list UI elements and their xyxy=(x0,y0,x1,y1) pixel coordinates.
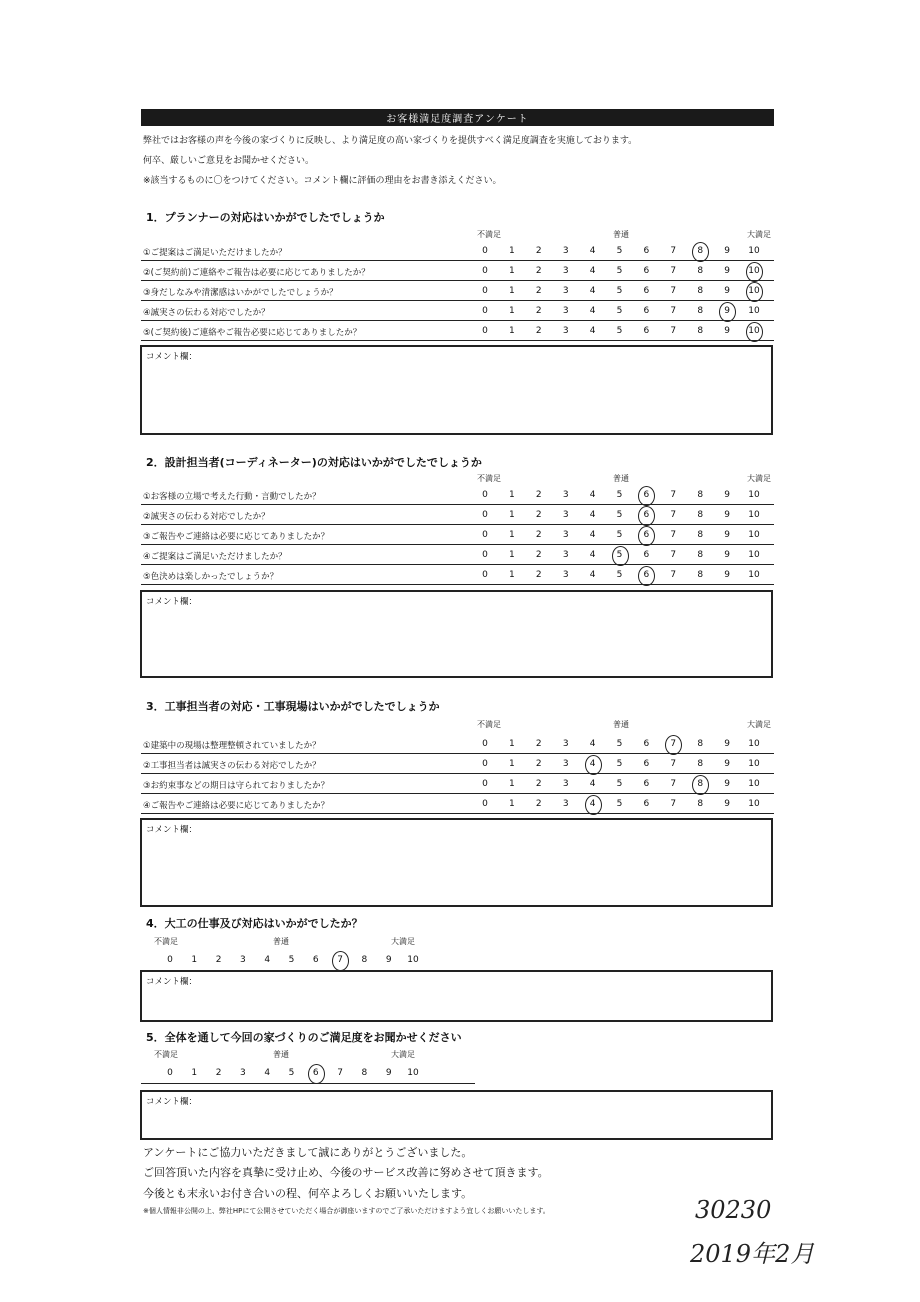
s1-q3-option-2[interactable]: 2 xyxy=(535,286,542,296)
s1-q4-selected-circle xyxy=(719,302,736,322)
s2-q2-option-8[interactable]: 8 xyxy=(697,510,704,520)
scale-label-mid: 普通 xyxy=(613,474,629,483)
question-divider xyxy=(141,584,774,585)
s1-q2-option-7[interactable]: 7 xyxy=(670,266,677,276)
s2-q2-option-0[interactable]: 0 xyxy=(482,510,488,520)
s1-q2-option-2[interactable]: 2 xyxy=(535,266,542,276)
s4-option-4[interactable]: 4 xyxy=(264,955,271,965)
s2-q4-option-4[interactable]: 4 xyxy=(589,550,596,560)
s1-q3-option-9[interactable]: 9 xyxy=(724,286,730,296)
question-text: ②(ご契約前)ご連絡やご報告は必要に応じてありましたか？ xyxy=(143,268,370,278)
s1-q3-selected-circle xyxy=(746,282,763,302)
s1-q5-option-5[interactable]: 5 xyxy=(616,326,623,336)
s2-q1-option-5[interactable]: 5 xyxy=(616,490,623,500)
s3-q1-option-10[interactable]: 10 xyxy=(748,739,760,749)
s2-q2-option-3[interactable]: 3 xyxy=(562,510,569,520)
s1-q5-option-3[interactable]: 3 xyxy=(562,326,569,336)
s2-q4-option-5[interactable]: 5 xyxy=(616,550,623,560)
s2-q4-option-0[interactable]: 0 xyxy=(482,550,488,560)
s2-q1-option-2[interactable]: 2 xyxy=(535,490,542,500)
s2-q3-option-3[interactable]: 3 xyxy=(562,530,569,540)
s2-q5-option-8[interactable]: 8 xyxy=(697,570,704,580)
closing-line-1: アンケートにご協力いただきまして誠にありがとうございました。 xyxy=(143,1146,473,1159)
s5-option-8[interactable]: 8 xyxy=(361,1068,368,1078)
section-2-title: 2．設計担当者(コーディネーター)の対応はいかがでしたでしょうか xyxy=(146,456,482,469)
s2-q5-option-0[interactable]: 0 xyxy=(482,570,488,580)
s3-q2-selected-circle xyxy=(585,755,602,775)
s1-q1-option-6[interactable]: 6 xyxy=(643,246,650,256)
s2-q4-option-10[interactable]: 10 xyxy=(748,550,760,560)
s1-q3-option-10[interactable]: 10 xyxy=(748,286,760,296)
question-text: ①お客様の立場で考えた行動・言動でしたか？ xyxy=(143,492,321,502)
question-divider xyxy=(141,320,774,321)
question-text: ④ご提案はご満足いただけましたか？ xyxy=(143,552,287,562)
s1-q4-option-5[interactable]: 5 xyxy=(616,306,623,316)
handwritten-code: 30230 xyxy=(695,1196,772,1224)
s1-q4-option-6[interactable]: 6 xyxy=(643,306,650,316)
s2-q1-option-3[interactable]: 3 xyxy=(562,490,569,500)
s2-q5-option-5[interactable]: 5 xyxy=(616,570,623,580)
s3-q3-option-3[interactable]: 3 xyxy=(562,779,569,789)
s3-q2-option-8[interactable]: 8 xyxy=(697,759,704,769)
s4-option-0[interactable]: 0 xyxy=(167,955,173,965)
s3-q1-option-3[interactable]: 3 xyxy=(562,739,569,749)
s1-q1-option-5[interactable]: 5 xyxy=(616,246,623,256)
s2-q1-option-7[interactable]: 7 xyxy=(670,490,677,500)
s2-q2-option-5[interactable]: 5 xyxy=(616,510,623,520)
s2-q2-option-10[interactable]: 10 xyxy=(748,510,760,520)
question-divider xyxy=(141,773,774,774)
s1-q5-option-6[interactable]: 6 xyxy=(643,326,650,336)
s4-option-2[interactable]: 2 xyxy=(215,955,222,965)
question-text: ②工事担当者は誠実さの伝わる対応でしたか？ xyxy=(143,761,321,771)
s3-q2-option-0[interactable]: 0 xyxy=(482,759,488,769)
s3-q2-option-9[interactable]: 9 xyxy=(724,759,730,769)
s3-q2-option-2[interactable]: 2 xyxy=(535,759,542,769)
s2-q5-option-7[interactable]: 7 xyxy=(670,570,677,580)
s3-q1-option-9[interactable]: 9 xyxy=(724,739,730,749)
s2-q4-option-9[interactable]: 9 xyxy=(724,550,730,560)
s3-q4-option-8[interactable]: 8 xyxy=(697,799,704,809)
question-text: ①ご提案はご満足いただけましたか？ xyxy=(143,248,287,258)
s3-q4-option-5[interactable]: 5 xyxy=(616,799,623,809)
question-text: ③ご報告やご連絡は必要に応じてありましたか？ xyxy=(143,532,330,542)
section-2-comment-box[interactable] xyxy=(140,590,773,678)
comment-label: コメント欄： xyxy=(146,1097,198,1107)
s3-q1-option-8[interactable]: 8 xyxy=(697,739,704,749)
s2-q3-option-7[interactable]: 7 xyxy=(670,530,677,540)
s1-q4-option-0[interactable]: 0 xyxy=(482,306,488,316)
s4-option-1[interactable]: 1 xyxy=(191,955,198,965)
s1-q1-option-7[interactable]: 7 xyxy=(670,246,677,256)
s1-q4-option-1[interactable]: 1 xyxy=(509,306,515,316)
intro-line-3: ※該当するものに〇をつけてください。コメント欄に評価の理由をお書き添えください。 xyxy=(143,176,502,186)
s1-q3-option-0[interactable]: 0 xyxy=(482,286,488,296)
s1-q4-option-2[interactable]: 2 xyxy=(535,306,542,316)
s3-q1-option-2[interactable]: 2 xyxy=(535,739,542,749)
s3-q4-option-9[interactable]: 9 xyxy=(724,799,730,809)
s3-q2-option-3[interactable]: 3 xyxy=(562,759,569,769)
s1-q4-option-9[interactable]: 9 xyxy=(724,306,730,316)
s1-q4-option-3[interactable]: 3 xyxy=(562,306,569,316)
s4-option-5[interactable]: 5 xyxy=(288,955,295,965)
scale-label-mid: 普通 xyxy=(273,1050,289,1059)
s2-q3-option-10[interactable]: 10 xyxy=(748,530,760,540)
s3-q1-option-1[interactable]: 1 xyxy=(509,739,515,749)
question-text: ①建築中の現場は整理整頓されていましたか？ xyxy=(143,741,321,751)
scale-label-high: 大満足 xyxy=(391,1050,415,1059)
s5-option-9[interactable]: 9 xyxy=(385,1068,392,1078)
question-text: ③お約束事などの期日は守られておりましたか？ xyxy=(143,781,330,791)
comment-label: コメント欄： xyxy=(146,597,198,607)
scale-label-high: 大満足 xyxy=(747,230,771,239)
privacy-footnote: ※個人情報非公開の上、弊社HPにて公開させていただく場合が御座いますのでご了承いただけますよう宜しくお願いいたします。 xyxy=(143,1207,550,1215)
section-5-comment-box[interactable] xyxy=(140,1090,773,1140)
s2-q3-option-0[interactable]: 0 xyxy=(482,530,488,540)
s1-q1-option-8[interactable]: 8 xyxy=(697,246,704,256)
s2-q3-option-8[interactable]: 8 xyxy=(697,530,704,540)
section-1-comment-box[interactable] xyxy=(140,345,773,435)
s1-q1-option-0[interactable]: 0 xyxy=(482,246,488,256)
s3-q4-option-0[interactable]: 0 xyxy=(482,799,488,809)
s2-q3-option-4[interactable]: 4 xyxy=(589,530,596,540)
s1-q2-option-1[interactable]: 1 xyxy=(509,266,515,276)
s3-q4-option-1[interactable]: 1 xyxy=(509,799,515,809)
s5-option-10[interactable]: 10 xyxy=(407,1068,419,1078)
s4-option-8[interactable]: 8 xyxy=(361,955,368,965)
comment-label: コメント欄： xyxy=(146,977,198,987)
s2-q4-option-7[interactable]: 7 xyxy=(670,550,677,560)
scale-label-low: 不満足 xyxy=(154,937,178,946)
scale-label-high: 大満足 xyxy=(747,720,771,729)
s2-q4-option-6[interactable]: 6 xyxy=(643,550,650,560)
s3-q3-option-1[interactable]: 1 xyxy=(509,779,515,789)
s4-option-7[interactable]: 7 xyxy=(337,955,343,965)
scale-label-mid: 普通 xyxy=(273,937,289,946)
s1-q5-option-2[interactable]: 2 xyxy=(535,326,542,336)
s3-q1-option-6[interactable]: 6 xyxy=(643,739,650,749)
question-divider xyxy=(141,813,774,814)
s3-q3-option-6[interactable]: 6 xyxy=(643,779,650,789)
s5-option-7[interactable]: 7 xyxy=(337,1068,343,1078)
s5-option-1[interactable]: 1 xyxy=(191,1068,198,1078)
question-divider xyxy=(141,564,774,565)
s2-q4-option-2[interactable]: 2 xyxy=(535,550,542,560)
s4-option-10[interactable]: 10 xyxy=(407,955,419,965)
s1-q3-option-7[interactable]: 7 xyxy=(670,286,677,296)
intro-line-2: 何卒、厳しいご意見をお聞かせください。 xyxy=(143,156,315,166)
s1-q1-option-3[interactable]: 3 xyxy=(562,246,569,256)
s2-q2-option-6[interactable]: 6 xyxy=(643,510,650,520)
s3-q1-selected-circle xyxy=(665,735,682,755)
scale-label-mid: 普通 xyxy=(613,230,629,239)
s3-q3-option-0[interactable]: 0 xyxy=(482,779,488,789)
s1-q4-option-7[interactable]: 7 xyxy=(670,306,677,316)
s1-q5-option-8[interactable]: 8 xyxy=(697,326,704,336)
s2-q4-option-3[interactable]: 3 xyxy=(562,550,569,560)
s2-q2-selected-circle xyxy=(638,506,655,526)
s1-q2-option-8[interactable]: 8 xyxy=(697,266,704,276)
s2-q1-option-0[interactable]: 0 xyxy=(482,490,488,500)
s2-q5-selected-circle xyxy=(638,566,655,586)
s1-q2-option-9[interactable]: 9 xyxy=(724,266,730,276)
section-1-title: 1．プランナーの対応はいかがでしたでしょうか xyxy=(146,211,385,224)
s3-q4-option-3[interactable]: 3 xyxy=(562,799,569,809)
s1-q1-option-4[interactable]: 4 xyxy=(589,246,596,256)
s3-q4-option-6[interactable]: 6 xyxy=(643,799,650,809)
s2-q3-option-2[interactable]: 2 xyxy=(535,530,542,540)
s2-q1-option-4[interactable]: 4 xyxy=(589,490,596,500)
question-divider xyxy=(141,280,774,281)
s2-q1-option-10[interactable]: 10 xyxy=(748,490,760,500)
s3-q3-option-9[interactable]: 9 xyxy=(724,779,730,789)
s1-q2-selected-circle xyxy=(746,262,763,282)
question-text: ⑤色決めは楽しかったでしょうか？ xyxy=(143,572,279,582)
question-text: ④誠実さの伝わる対応でしたか？ xyxy=(143,308,270,318)
question-text: ④ご報告やご連絡は必要に応じてありましたか？ xyxy=(143,801,330,811)
s3-q2-option-1[interactable]: 1 xyxy=(509,759,515,769)
section-5-title: 5．全体を通して今回の家づくりのご満足度をお聞かせください xyxy=(146,1031,462,1044)
comment-label: コメント欄： xyxy=(146,352,198,362)
s5-option-4[interactable]: 4 xyxy=(264,1068,271,1078)
s4-option-9[interactable]: 9 xyxy=(385,955,392,965)
s4-option-6[interactable]: 6 xyxy=(312,955,319,965)
s3-q3-option-4[interactable]: 4 xyxy=(589,779,596,789)
s1-q5-selected-circle xyxy=(746,322,763,342)
s1-q4-option-8[interactable]: 8 xyxy=(697,306,704,316)
question-divider xyxy=(141,260,774,261)
s2-q1-selected-circle xyxy=(638,486,655,506)
question-divider xyxy=(141,300,774,301)
s1-q1-selected-circle xyxy=(692,242,709,262)
s1-q1-option-1[interactable]: 1 xyxy=(509,246,515,256)
s5-option-2[interactable]: 2 xyxy=(215,1068,222,1078)
s1-q5-option-9[interactable]: 9 xyxy=(724,326,730,336)
handwritten-date: 2019年2月 xyxy=(690,1240,815,1268)
s1-q5-option-4[interactable]: 4 xyxy=(589,326,596,336)
question-divider xyxy=(141,524,774,525)
s2-q2-option-7[interactable]: 7 xyxy=(670,510,677,520)
question-divider xyxy=(141,504,774,505)
s2-q1-option-1[interactable]: 1 xyxy=(509,490,515,500)
s2-q1-option-8[interactable]: 8 xyxy=(697,490,704,500)
s3-q1-option-5[interactable]: 5 xyxy=(616,739,623,749)
s3-q1-option-0[interactable]: 0 xyxy=(482,739,488,749)
s1-q2-option-10[interactable]: 10 xyxy=(748,266,760,276)
s5-option-3[interactable]: 3 xyxy=(240,1068,246,1078)
s4-option-3[interactable]: 3 xyxy=(240,955,246,965)
s2-q4-option-1[interactable]: 1 xyxy=(509,550,515,560)
s3-q3-option-7[interactable]: 7 xyxy=(670,779,677,789)
s2-q4-selected-circle xyxy=(612,546,629,566)
s2-q3-option-5[interactable]: 5 xyxy=(616,530,623,540)
s1-q3-option-1[interactable]: 1 xyxy=(509,286,515,296)
s2-q2-option-4[interactable]: 4 xyxy=(589,510,596,520)
s3-q2-option-6[interactable]: 6 xyxy=(643,759,650,769)
section-4-comment-box[interactable] xyxy=(140,970,773,1022)
s1-q5-option-7[interactable]: 7 xyxy=(670,326,677,336)
s3-q3-option-10[interactable]: 10 xyxy=(748,779,760,789)
s1-q1-option-10[interactable]: 10 xyxy=(748,246,760,256)
s2-q1-option-9[interactable]: 9 xyxy=(724,490,730,500)
scale-label-low: 不満足 xyxy=(477,230,501,239)
section-3-comment-box[interactable] xyxy=(140,818,773,907)
s3-q1-option-7[interactable]: 7 xyxy=(670,739,677,749)
s1-q3-option-6[interactable]: 6 xyxy=(643,286,650,296)
intro-line-1: 弊社ではお客様の声を今後の家づくりに反映し、より満足度の高い家づくりを提供すべく満足度調査を実施しております。 xyxy=(143,136,638,146)
s1-q3-option-3[interactable]: 3 xyxy=(562,286,569,296)
s1-q3-option-4[interactable]: 4 xyxy=(589,286,596,296)
s2-q3-selected-circle xyxy=(638,526,655,546)
s1-q5-option-10[interactable]: 10 xyxy=(748,326,760,336)
s2-q5-option-3[interactable]: 3 xyxy=(562,570,569,580)
s2-q3-option-9[interactable]: 9 xyxy=(724,530,730,540)
question-divider xyxy=(141,753,774,754)
s1-q1-option-2[interactable]: 2 xyxy=(535,246,542,256)
s5-option-6[interactable]: 6 xyxy=(312,1068,319,1078)
s3-q3-selected-circle xyxy=(692,775,709,795)
section-3-title: 3．工事担当者の対応・工事現場はいかがでしたでしょうか xyxy=(146,700,440,713)
s3-q2-option-4[interactable]: 4 xyxy=(589,759,596,769)
question-text: ③身だしなみや清潔感はいかがでしたでしょうか？ xyxy=(143,288,338,298)
s2-q1-option-6[interactable]: 6 xyxy=(643,490,650,500)
scale-label-low: 不満足 xyxy=(154,1050,178,1059)
s3-q2-option-10[interactable]: 10 xyxy=(748,759,760,769)
comment-label: コメント欄： xyxy=(146,825,198,835)
s2-q5-option-1[interactable]: 1 xyxy=(509,570,515,580)
s4-selected-circle xyxy=(332,951,349,971)
section-5-underline xyxy=(141,1083,475,1084)
question-divider xyxy=(141,793,774,794)
s1-q2-option-6[interactable]: 6 xyxy=(643,266,650,276)
s3-q1-option-4[interactable]: 4 xyxy=(589,739,596,749)
s1-q5-option-1[interactable]: 1 xyxy=(509,326,515,336)
closing-line-3: 今後とも末永いお付き合いの程、何卒よろしくお願いいたします。 xyxy=(143,1187,473,1200)
s3-q3-option-5[interactable]: 5 xyxy=(616,779,623,789)
s2-q2-option-9[interactable]: 9 xyxy=(724,510,730,520)
s2-q2-option-1[interactable]: 1 xyxy=(509,510,515,520)
s1-q3-option-5[interactable]: 5 xyxy=(616,286,623,296)
s2-q4-option-8[interactable]: 8 xyxy=(697,550,704,560)
s3-q3-option-8[interactable]: 8 xyxy=(697,779,704,789)
scale-label-low: 不満足 xyxy=(477,720,501,729)
s1-q2-option-0[interactable]: 0 xyxy=(482,266,488,276)
s5-selected-circle xyxy=(308,1064,325,1084)
s2-q5-option-2[interactable]: 2 xyxy=(535,570,542,580)
s2-q3-option-1[interactable]: 1 xyxy=(509,530,515,540)
section-4-title: 4．大工の仕事及び対応はいかがでしたか？ xyxy=(146,917,363,930)
s2-q2-option-2[interactable]: 2 xyxy=(535,510,542,520)
question-text: ②誠実さの伝わる対応でしたか？ xyxy=(143,512,270,522)
s3-q4-option-7[interactable]: 7 xyxy=(670,799,677,809)
s1-q2-option-3[interactable]: 3 xyxy=(562,266,569,276)
scale-label-mid: 普通 xyxy=(613,720,629,729)
question-divider xyxy=(141,340,774,341)
closing-line-2: ご回答頂いた内容を真摯に受け止め、今後のサービス改善に努めさせて頂きます。 xyxy=(143,1166,549,1179)
scale-label-high: 大満足 xyxy=(747,474,771,483)
s1-q5-option-0[interactable]: 0 xyxy=(482,326,488,336)
s5-option-0[interactable]: 0 xyxy=(167,1068,173,1078)
s1-q1-option-9[interactable]: 9 xyxy=(724,246,730,256)
s2-q5-option-10[interactable]: 10 xyxy=(748,570,760,580)
s2-q5-option-6[interactable]: 6 xyxy=(643,570,650,580)
s1-q4-option-4[interactable]: 4 xyxy=(589,306,596,316)
s1-q2-option-4[interactable]: 4 xyxy=(589,266,596,276)
s2-q5-option-9[interactable]: 9 xyxy=(724,570,730,580)
s3-q4-selected-circle xyxy=(585,795,602,815)
question-text: ⑤(ご契約後)ご連絡やご報告必要に応じてありましたか？ xyxy=(143,328,362,338)
s1-q2-option-5[interactable]: 5 xyxy=(616,266,623,276)
s2-q5-option-4[interactable]: 4 xyxy=(589,570,596,580)
s2-q3-option-6[interactable]: 6 xyxy=(643,530,650,540)
s3-q4-option-2[interactable]: 2 xyxy=(535,799,542,809)
survey-title: お客様満足度調査アンケート xyxy=(141,109,774,126)
s5-option-5[interactable]: 5 xyxy=(288,1068,295,1078)
s3-q2-option-7[interactable]: 7 xyxy=(670,759,677,769)
scale-label-low: 不満足 xyxy=(477,474,501,483)
s1-q4-option-10[interactable]: 10 xyxy=(748,306,760,316)
s3-q4-option-10[interactable]: 10 xyxy=(748,799,760,809)
s3-q4-option-4[interactable]: 4 xyxy=(589,799,596,809)
question-divider xyxy=(141,544,774,545)
scale-label-high: 大満足 xyxy=(391,937,415,946)
s3-q2-option-5[interactable]: 5 xyxy=(616,759,623,769)
s3-q3-option-2[interactable]: 2 xyxy=(535,779,542,789)
s1-q3-option-8[interactable]: 8 xyxy=(697,286,704,296)
